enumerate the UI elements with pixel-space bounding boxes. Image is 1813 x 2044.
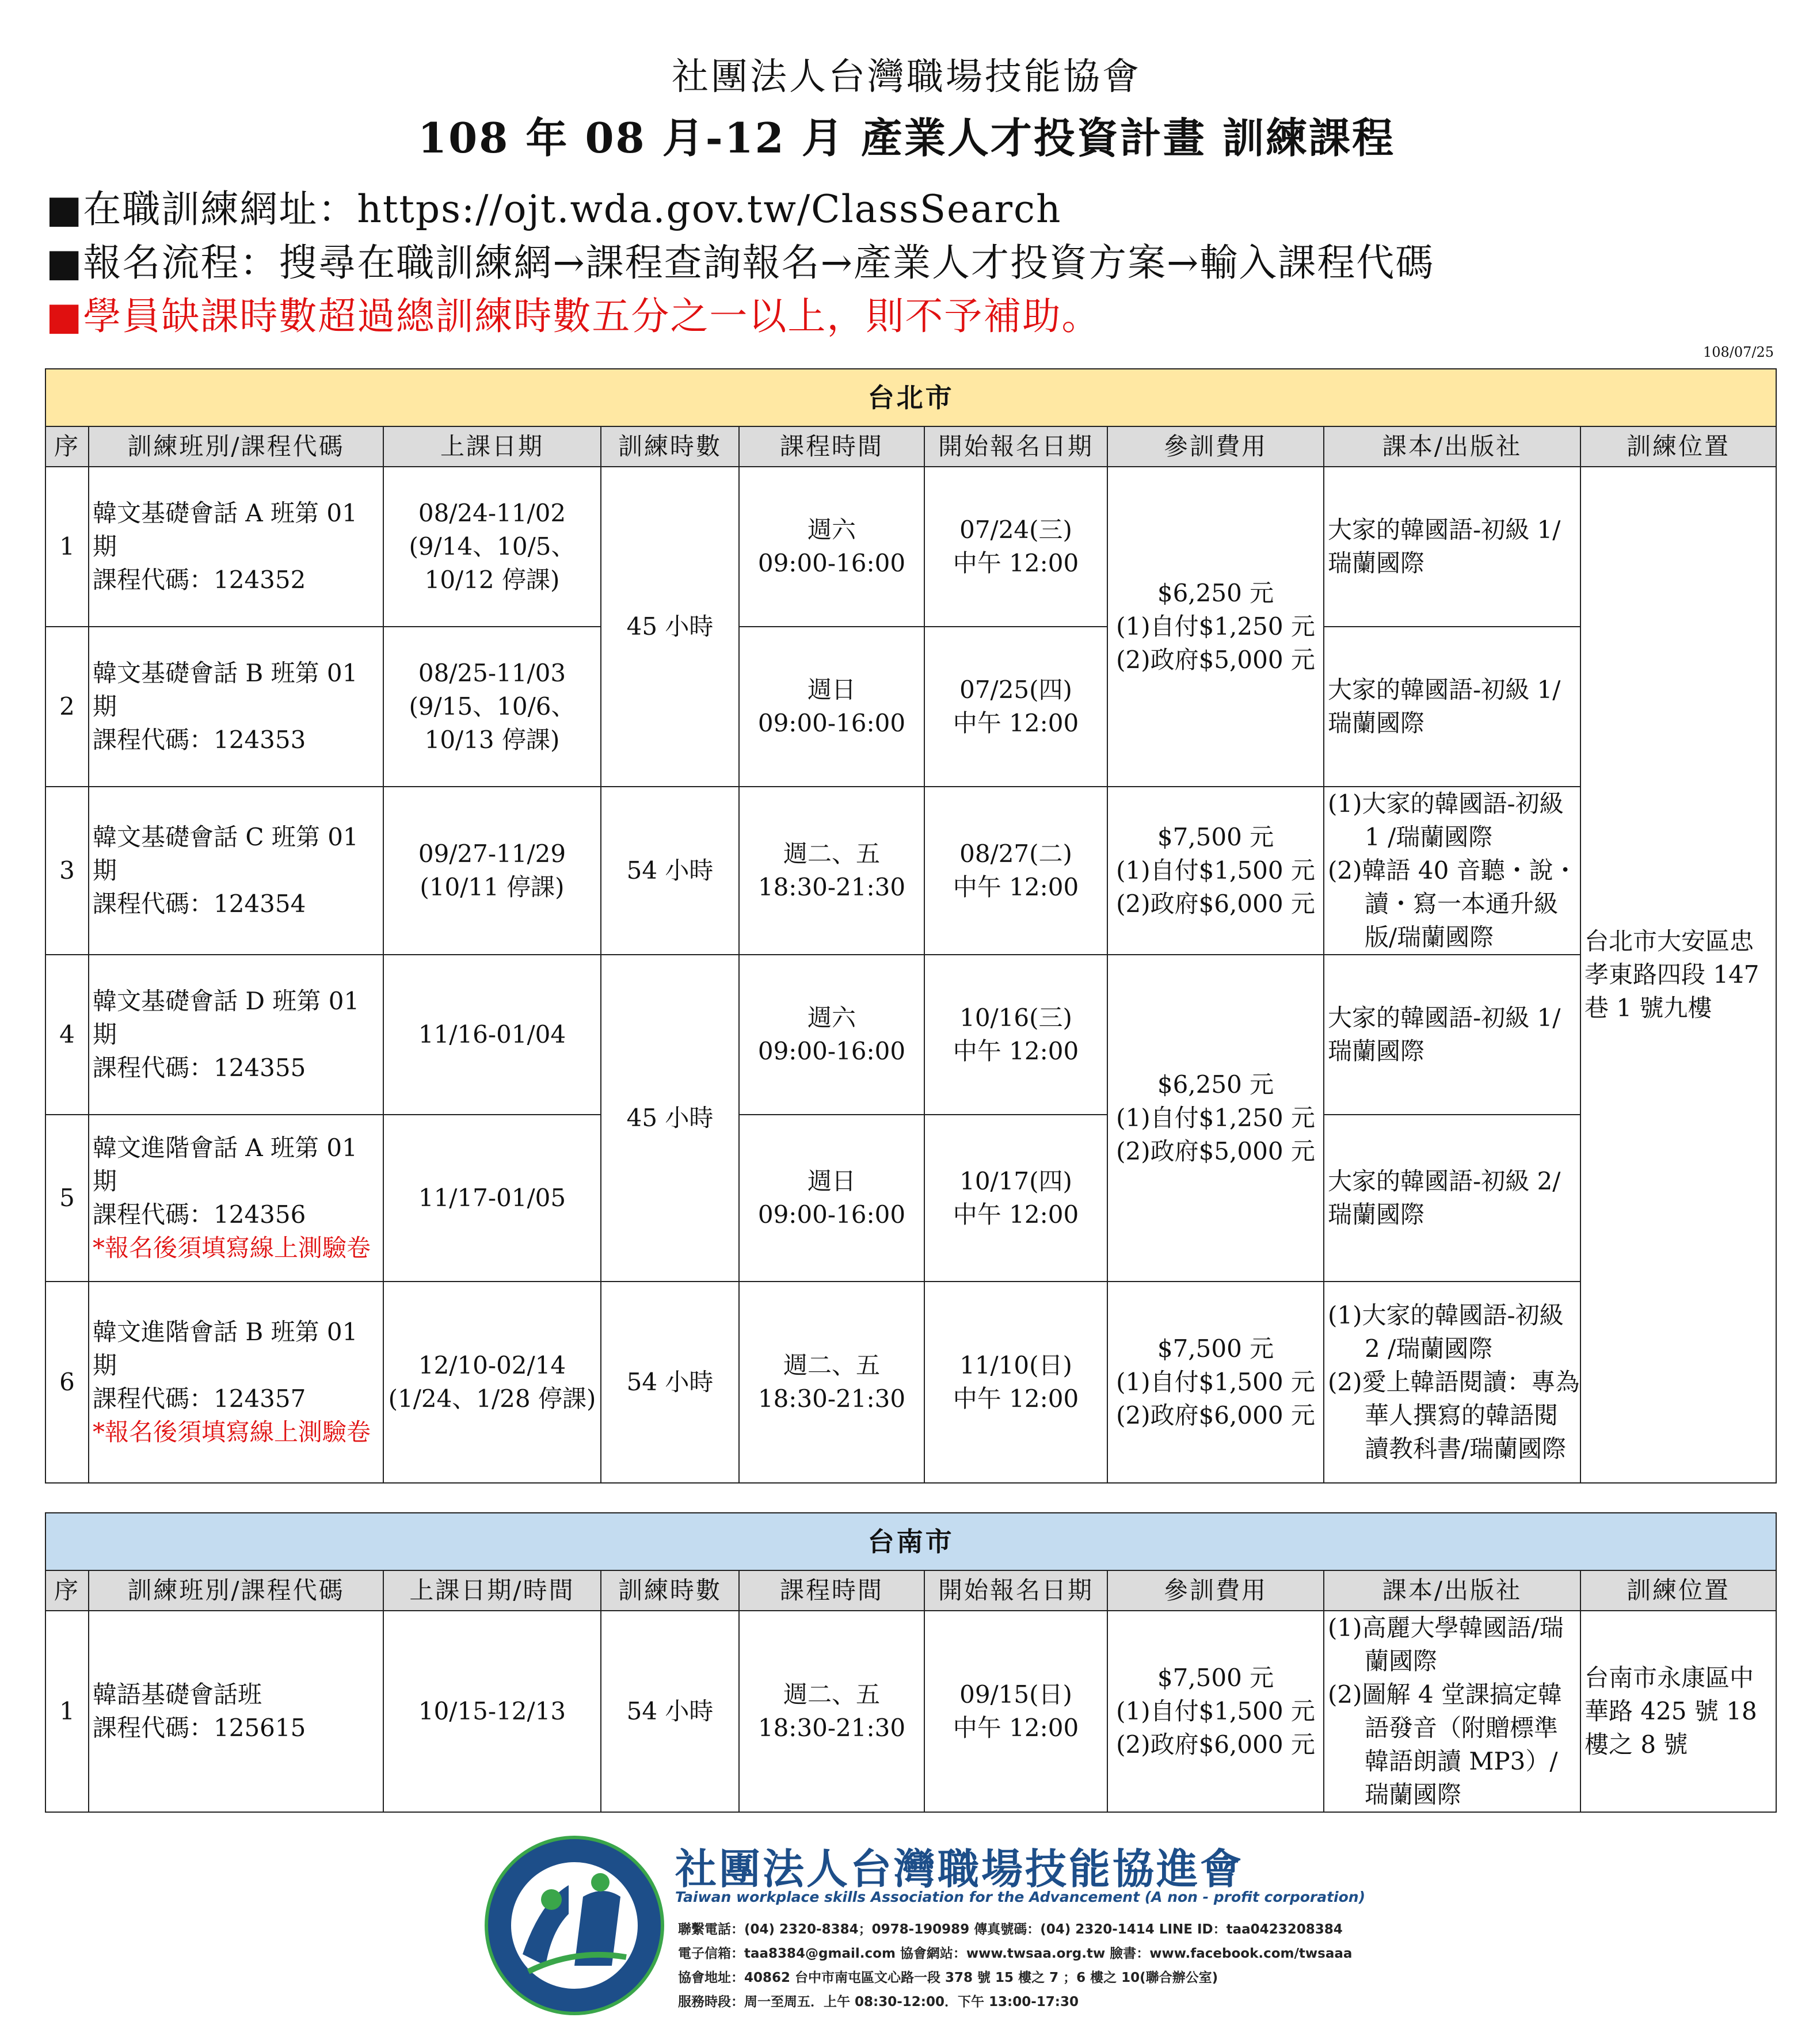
contact-address: 協會地址：40862 台中市南屯區文心路一段 378 號 15 樓之 7 ；6 樓之 10(聯合辦公室) — [678, 1970, 1218, 1985]
table-row — [45, 787, 1776, 955]
class-weekday: 週日 — [807, 676, 856, 704]
textbook-title: 大家的韓國語-初級 2/ — [1328, 1167, 1561, 1195]
class-time — [739, 467, 924, 627]
registration-day: 07/25(四) — [959, 676, 1072, 704]
fee-self-paid: (1)自付$1,500 元 — [1116, 1368, 1315, 1396]
info-website: ■在職訓練網址：https://ojt.wda.gov.tw/ClassSearch — [46, 187, 1062, 231]
class-hours: 09:00-16:00 — [757, 1200, 906, 1229]
table-header-row — [45, 1570, 1776, 1611]
registration-time: 中午 12:00 — [953, 549, 1079, 577]
association-logo-icon — [482, 1833, 666, 2018]
column-header: 序 — [45, 1570, 89, 1611]
region-title: 台北市 — [45, 369, 1776, 426]
registration-day: 07/24(三) — [959, 516, 1072, 544]
fee-subsidy: (2)政府$6,000 元 — [1116, 1401, 1315, 1429]
course-cell — [89, 955, 383, 1115]
class-time — [739, 1115, 924, 1282]
textbook — [1324, 1115, 1580, 1282]
class-dates: 10/15-12/13 — [383, 1611, 601, 1812]
column-header: 上課日期/時間 — [383, 1570, 601, 1611]
registration-date — [924, 467, 1107, 627]
column-header: 序 — [45, 426, 89, 467]
textbook-publisher: 瑞蘭國際 — [1328, 1037, 1425, 1065]
info-registration-flow: ■報名流程：搜尋在職訓練網→課程查詢報名→產業人才投資方案→輸入課程代碼 — [46, 241, 1435, 285]
page-subtitle: 108 年 08 月-12 月 產業人才投資計畫 訓練課程 — [418, 113, 1395, 162]
date-range: 12/10-02/14 — [418, 1351, 566, 1379]
training-fee — [1107, 1611, 1324, 1812]
class-time — [739, 787, 924, 955]
date-range: 09/27-11/29 — [418, 840, 566, 868]
textbook-publisher: 瑞蘭國際 — [1328, 709, 1425, 737]
info-absence-warning: ■學員缺課時數超過總訓練時數五分之一以上，則不予補助。 — [46, 294, 1101, 338]
course-code: 課程代碼：124352 — [93, 566, 306, 594]
organization-english-name: Taiwan workplace skills Association for the Advancement (A non - profit corporation) — [675, 1889, 1366, 1905]
row-number: 1 — [45, 467, 89, 627]
column-header: 訓練時數 — [601, 426, 739, 467]
fee-total: $7,500 元 — [1157, 1334, 1274, 1363]
textbook-title: 大家的韓國語-初級 1/ — [1328, 516, 1561, 544]
course-cell — [89, 467, 383, 627]
row-number: 3 — [45, 787, 89, 955]
registration-time: 中午 12:00 — [953, 1385, 1079, 1413]
course-name: 韓文基礎會話 C 班第 01 期 — [93, 823, 359, 884]
class-time — [739, 955, 924, 1115]
tainan-course-table — [45, 1512, 1777, 1813]
registration-time: 中午 12:00 — [953, 1714, 1079, 1742]
row-number: 1 — [45, 1611, 89, 1812]
registration-date — [924, 955, 1107, 1115]
textbook-item: (1)高麗大學韓國語/瑞蘭國際 — [1328, 1614, 1564, 1675]
registration-time: 中午 12:00 — [953, 709, 1079, 737]
fee-self-paid: (1)自付$1,500 元 — [1116, 1697, 1315, 1725]
date-suspension: (9/15、10/6、 — [409, 692, 576, 720]
date-range: 08/24-11/02 — [418, 499, 566, 527]
course-cell — [89, 1115, 383, 1282]
column-header: 參訓費用 — [1107, 1570, 1324, 1611]
column-header: 參訓費用 — [1107, 426, 1324, 467]
class-weekday: 週日 — [807, 1167, 856, 1195]
column-header: 訓練位置 — [1580, 426, 1776, 467]
textbook-item: (2)韓語 40 音聽・說・讀・寫一本通升級版/瑞蘭國際 — [1328, 856, 1578, 951]
registration-date — [924, 787, 1107, 955]
fee-total: $6,250 元 — [1157, 1070, 1274, 1099]
class-dates — [383, 1282, 601, 1483]
textbook-item: (2)愛上韓語閱讀：專為華人撰寫的韓語閱讀教科書/瑞蘭國際 — [1328, 1368, 1580, 1463]
class-hours: 18:30-21:30 — [757, 873, 906, 901]
table-row — [45, 467, 1776, 627]
row-number: 5 — [45, 1115, 89, 1282]
column-header: 訓練班別/課程代碼 — [89, 1570, 383, 1611]
textbook — [1324, 955, 1580, 1115]
table-row — [45, 1282, 1776, 1483]
registration-day: 11/10(日) — [959, 1351, 1072, 1379]
training-fee — [1107, 1282, 1324, 1483]
table-row — [45, 1115, 1776, 1282]
textbook-item: (1)大家的韓國語-初級 2 /瑞蘭國際 — [1328, 1301, 1564, 1363]
table-row — [45, 955, 1776, 1115]
contact-hours: 服務時段：周一至周五．上午 08:30-12:00．下午 13:00-17:30 — [678, 1995, 1079, 2009]
column-header: 上課日期 — [383, 426, 601, 467]
course-cell — [89, 787, 383, 955]
class-dates — [383, 627, 601, 787]
course-note: *報名後須填寫線上測驗卷 — [93, 1234, 371, 1262]
table-row — [45, 627, 1776, 787]
fee-subsidy: (2)政府$5,000 元 — [1116, 1137, 1315, 1165]
fee-subsidy: (2)政府$6,000 元 — [1116, 1730, 1315, 1759]
class-hours: 09:00-16:00 — [757, 709, 906, 737]
column-header: 訓練位置 — [1580, 1570, 1776, 1611]
fee-self-paid: (1)自付$1,250 元 — [1116, 612, 1315, 640]
column-header: 課程時間 — [739, 1570, 924, 1611]
training-location: 台北市大安區忠孝東路四段 147 巷 1 號九樓 — [1580, 467, 1776, 1483]
training-hours: 54 小時 — [601, 1611, 739, 1812]
textbook — [1324, 467, 1580, 627]
registration-time: 中午 12:00 — [953, 873, 1079, 901]
textbook — [1324, 1282, 1580, 1483]
page-title: 社團法人台灣職場技能協會 — [672, 56, 1141, 98]
class-hours: 18:30-21:30 — [757, 1385, 906, 1413]
registration-date — [924, 1115, 1107, 1282]
column-header: 課本/出版社 — [1324, 426, 1580, 467]
course-code: 課程代碼：124356 — [93, 1200, 306, 1229]
registration-day: 08/27(二) — [959, 840, 1072, 868]
date-suspension: 10/12 停課) — [424, 566, 560, 594]
class-hours: 09:00-16:00 — [757, 1037, 906, 1065]
region-title: 台南市 — [45, 1513, 1776, 1570]
fee-total: $7,500 元 — [1157, 1664, 1274, 1692]
class-dates — [383, 787, 601, 955]
column-header: 訓練班別/課程代碼 — [89, 426, 383, 467]
course-cell — [89, 1282, 383, 1483]
textbook-title: 大家的韓國語-初級 1/ — [1328, 1004, 1561, 1032]
training-hours: 54 小時 — [601, 787, 739, 955]
date-suspension: (9/14、10/5、 — [409, 532, 576, 560]
textbook-title: 大家的韓國語-初級 1/ — [1328, 676, 1561, 704]
course-code: 課程代碼：124354 — [93, 890, 306, 918]
date-range: 08/25-11/03 — [418, 659, 566, 687]
row-number: 2 — [45, 627, 89, 787]
fee-total: $6,250 元 — [1157, 579, 1274, 607]
course-name: 韓文進階會話 B 班第 01 期 — [93, 1318, 358, 1379]
class-weekday: 週六 — [807, 516, 856, 544]
class-dates: 11/17-01/05 — [383, 1115, 601, 1282]
column-header: 課程時間 — [739, 426, 924, 467]
class-time — [739, 1611, 924, 1812]
registration-day: 10/16(三) — [959, 1004, 1072, 1032]
course-name: 韓文基礎會話 B 班第 01 期 — [93, 659, 358, 720]
training-hours: 45 小時 — [601, 955, 739, 1282]
organization-name: 社團法人台灣職場技能協進會 — [675, 1845, 1244, 1893]
course-code: 課程代碼：124357 — [93, 1385, 306, 1413]
contact-phone: 聯繫電話：(04) 2320-8384；0978-190989 傳真號碼：(04) 2320-1414 LINE ID：taa0423208384 — [678, 1922, 1343, 1937]
training-fee — [1107, 787, 1324, 955]
class-dates — [383, 467, 601, 627]
course-name: 韓語基礎會話班 — [93, 1680, 262, 1709]
class-hours: 18:30-21:30 — [757, 1714, 906, 1742]
date-suspension: (1/24、1/28 停課) — [388, 1385, 596, 1413]
registration-date — [924, 1611, 1107, 1812]
course-cell — [89, 1611, 383, 1812]
table-row — [45, 1611, 1776, 1812]
class-weekday: 週六 — [807, 1004, 856, 1032]
contact-email: 電子信箱：taa8384@gmail.com 協會網站：www.twsaa.org.tw 臉書：www.facebook.com/twsaaa — [678, 1946, 1353, 1961]
region-header-row — [45, 369, 1776, 426]
class-weekday: 週二、五 — [783, 1680, 880, 1709]
class-time — [739, 627, 924, 787]
textbook-item: (2)圖解 4 堂課搞定韓語發音（附贈標準韓語朗讀 MP3）/瑞蘭國際 — [1328, 1680, 1562, 1809]
course-note: *報名後須填寫線上測驗卷 — [93, 1418, 371, 1446]
fee-subsidy: (2)政府$6,000 元 — [1116, 890, 1315, 918]
class-dates: 11/16-01/04 — [383, 955, 601, 1115]
class-hours: 09:00-16:00 — [757, 549, 906, 577]
registration-day: 10/17(四) — [959, 1167, 1072, 1195]
textbook — [1324, 1611, 1580, 1812]
class-weekday: 週二、五 — [783, 840, 880, 868]
course-cell — [89, 627, 383, 787]
table-header-row — [45, 426, 1776, 467]
registration-date — [924, 627, 1107, 787]
training-fee — [1107, 467, 1324, 787]
fee-self-paid: (1)自付$1,500 元 — [1116, 856, 1315, 884]
region-header-row — [45, 1513, 1776, 1570]
fee-total: $7,500 元 — [1157, 823, 1274, 851]
textbook — [1324, 787, 1580, 955]
course-code: 課程代碼：124355 — [93, 1054, 306, 1082]
row-number: 4 — [45, 955, 89, 1115]
registration-date — [924, 1282, 1107, 1483]
training-hours: 54 小時 — [601, 1282, 739, 1483]
training-fee — [1107, 955, 1324, 1282]
training-location: 台南市永康區中華路 425 號 18 樓之 8 號 — [1580, 1611, 1776, 1812]
registration-time: 中午 12:00 — [953, 1200, 1079, 1229]
training-hours: 45 小時 — [601, 467, 739, 787]
row-number: 6 — [45, 1282, 89, 1483]
course-code: 課程代碼：125615 — [93, 1714, 306, 1742]
textbook — [1324, 627, 1580, 787]
taipei-course-table — [45, 368, 1777, 1484]
footer — [482, 1833, 1403, 2018]
textbook-publisher: 瑞蘭國際 — [1328, 1200, 1425, 1229]
class-weekday: 週二、五 — [783, 1351, 880, 1379]
registration-time: 中午 12:00 — [953, 1037, 1079, 1065]
fee-self-paid: (1)自付$1,250 元 — [1116, 1104, 1315, 1132]
class-time — [739, 1282, 924, 1483]
textbook-item: (1)大家的韓國語-初級 1 /瑞蘭國際 — [1328, 790, 1564, 851]
column-header: 課本/出版社 — [1324, 1570, 1580, 1611]
registration-day: 09/15(日) — [959, 1680, 1072, 1709]
course-name: 韓文基礎會話 A 班第 01 期 — [93, 499, 357, 560]
textbook-publisher: 瑞蘭國際 — [1328, 549, 1425, 577]
course-code: 課程代碼：124353 — [93, 726, 306, 754]
fee-subsidy: (2)政府$5,000 元 — [1116, 646, 1315, 674]
column-header: 訓練時數 — [601, 1570, 739, 1611]
course-name: 韓文進階會話 A 班第 01 期 — [93, 1134, 357, 1195]
course-name: 韓文基礎會話 D 班第 01 期 — [93, 987, 360, 1048]
column-header: 開始報名日期 — [924, 426, 1107, 467]
date-suspension: (10/11 停課) — [420, 873, 565, 901]
document-date: 108/07/25 — [1702, 344, 1774, 360]
column-header: 開始報名日期 — [924, 1570, 1107, 1611]
date-suspension: 10/13 停課) — [424, 726, 560, 754]
